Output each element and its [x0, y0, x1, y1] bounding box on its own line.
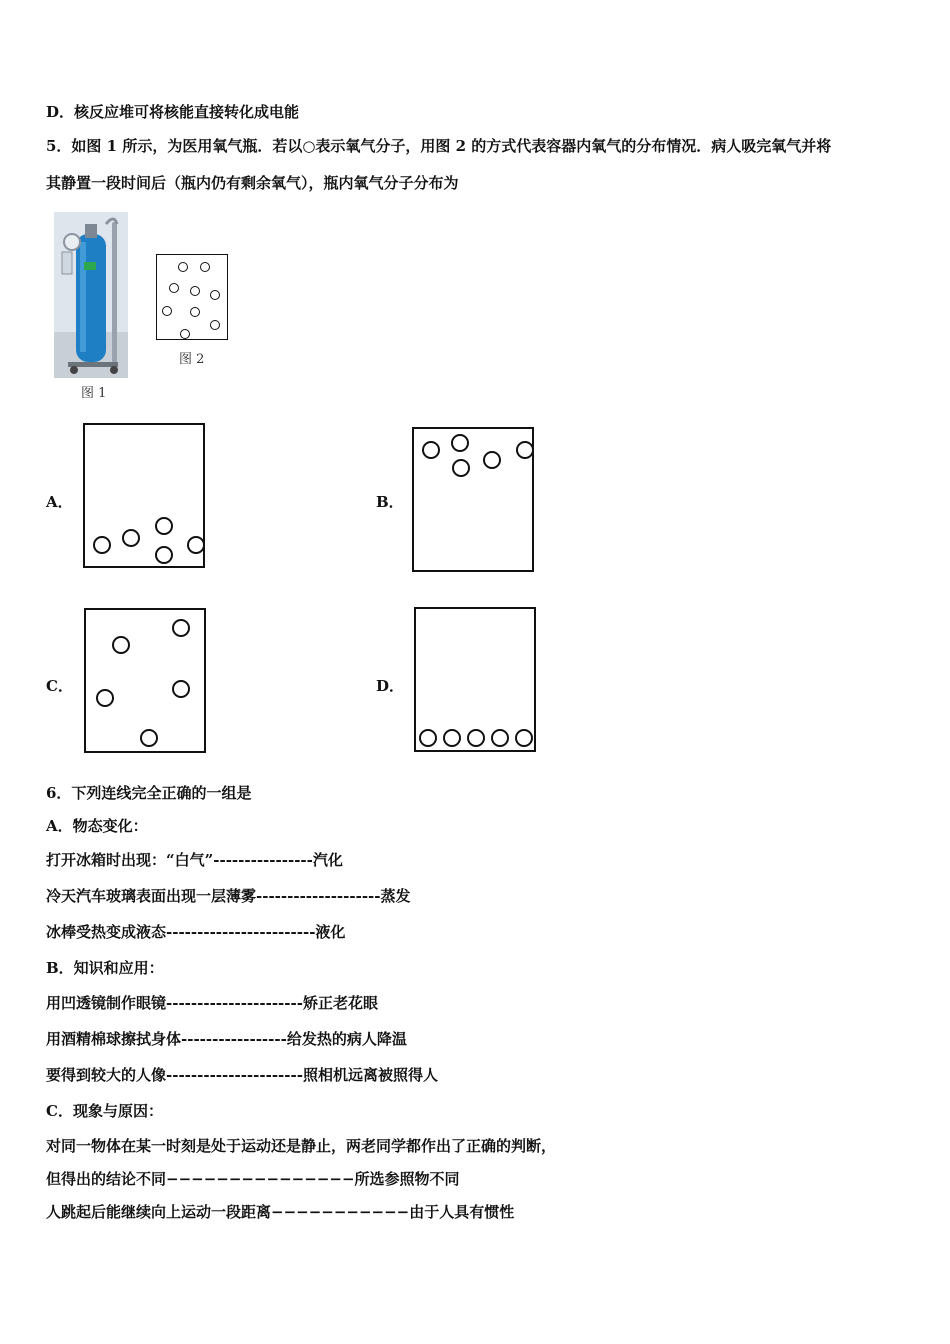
oxygen-molecule [172, 680, 190, 698]
oxygen-molecule [155, 546, 173, 564]
oxygen-molecule [140, 729, 158, 747]
option-c-diagram[interactable] [84, 608, 206, 753]
option-a-item-2: 冷天汽车玻璃表面出现一层薄雾--------------------蒸发 [46, 887, 411, 905]
option-a-item-3: 冰棒受热变成液态------------------------液化 [46, 923, 346, 941]
option-b-heading: B．知识和应用： [46, 959, 164, 977]
oxygen-molecule [200, 262, 210, 272]
option-a-item-1: 打开冰箱时出现：“白气”----------------汽化 [46, 851, 343, 869]
oxygen-molecule [169, 283, 179, 293]
option-d-diagram[interactable] [414, 607, 536, 752]
figure-1-caption: 图 1 [81, 386, 107, 401]
option-b-diagram[interactable] [412, 427, 534, 572]
oxygen-molecule [491, 729, 509, 747]
oxygen-molecule [122, 529, 140, 547]
oxygen-molecule [162, 306, 172, 316]
figure-2-container [156, 254, 228, 340]
question-6-stem: 6．下列连线完全正确的一组是 [46, 784, 252, 802]
oxygen-molecule [422, 441, 440, 459]
option-c-item-1: 对同一物体在某一时刻是处于运动还是静止，两老同学都作出了正确的判断， [46, 1137, 557, 1155]
option-c-item-2: 人跳起后能继续向上运动一段距离−−−−−−−−−−−由于人具有惯性 [46, 1203, 515, 1221]
oxygen-molecule [515, 729, 533, 747]
oxygen-molecule [467, 729, 485, 747]
oxygen-molecule [93, 536, 111, 554]
figure-2-caption: 图 2 [179, 352, 205, 367]
question-5-stem-line1: 5．如图 1 所示，为医用氧气瓶．若以○表示氧气分子，用图 2 的方式代表容器内氧气的分布情况．病人吸完氧气并将 [46, 137, 832, 155]
option-c-heading: C．现象与原因： [46, 1102, 163, 1120]
option-c-label: C． [46, 677, 73, 695]
oxygen-molecule [452, 459, 470, 477]
oxygen-molecule [155, 517, 173, 535]
oxygen-molecule [419, 729, 437, 747]
oxygen-molecule [112, 636, 130, 654]
option-d-previous-question: D．核反应堆可将核能直接转化成电能 [46, 103, 300, 121]
oxygen-molecule [210, 320, 220, 330]
oxygen-molecule [172, 619, 190, 637]
option-d-label: D． [376, 677, 405, 695]
option-b-item-3: 要得到较大的人像----------------------照相机远离被照得人 [46, 1066, 438, 1084]
oxygen-molecule [483, 451, 501, 469]
option-a-diagram[interactable] [83, 423, 205, 568]
option-b-label: B． [376, 493, 404, 511]
oxygen-molecule [180, 329, 190, 339]
option-a-heading: A．物态变化： [46, 817, 148, 835]
option-b-item-1: 用凹透镜制作眼镜----------------------矫正老花眼 [46, 994, 378, 1012]
option-b-item-2: 用酒精棉球擦拭身体-----------------给发热的病人降温 [46, 1030, 407, 1048]
question-5-stem-line2: 其静置一段时间后（瓶内仍有剩余氧气），瓶内氧气分子分布为 [46, 174, 459, 192]
option-a-label: A． [46, 493, 73, 511]
oxygen-molecule [210, 290, 220, 300]
oxygen-molecule [190, 307, 200, 317]
oxygen-molecule [451, 434, 469, 452]
oxygen-molecule [187, 536, 205, 554]
oxygen-molecule [178, 262, 188, 272]
oxygen-molecule [190, 286, 200, 296]
oxygen-tank-photo [54, 212, 128, 378]
oxygen-molecule [443, 729, 461, 747]
oxygen-tank-illustration [54, 212, 128, 378]
option-c-item-1-continued: 但得出的结论不同−−−−−−−−−−−−−−−所选参照物不同 [46, 1170, 460, 1188]
oxygen-molecule [96, 689, 114, 707]
oxygen-molecule [516, 441, 534, 459]
